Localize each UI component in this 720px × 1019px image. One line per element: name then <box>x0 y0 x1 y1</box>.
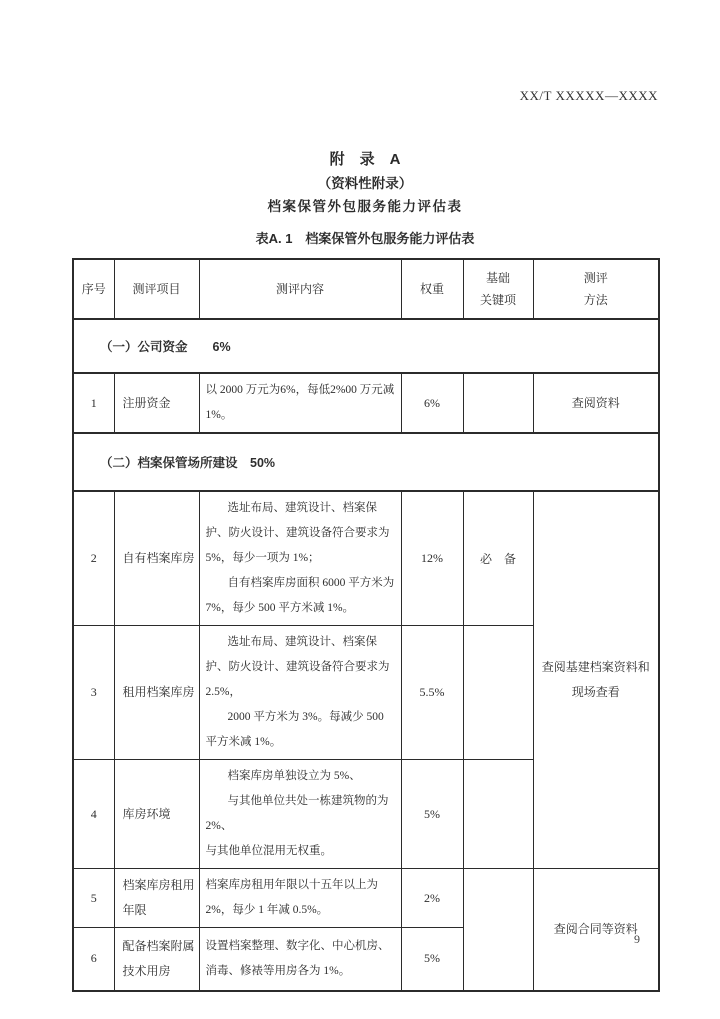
col-header-method-line2: 方法 <box>583 293 608 307</box>
col-header-no: 序号 <box>73 259 114 319</box>
row6-content <box>199 928 401 991</box>
page-number: 9 <box>634 932 640 946</box>
appendix-subtitle: （资料性附录） <box>317 176 413 191</box>
row5-content <box>199 869 401 928</box>
row6-item: 配备档案附属技术用房 <box>114 928 199 991</box>
row2-key-required: 必 备 <box>463 491 533 626</box>
method-merged-rows-5-6: 查阅合同等资料 <box>533 869 659 991</box>
row4-weight: 5% <box>401 760 463 869</box>
row5-item: 档案库房租用年限 <box>114 869 199 928</box>
row4-content-p1: 档案库房单独设立为 5%、 <box>227 770 361 782</box>
row3-no: 3 <box>73 626 114 760</box>
row4-item: 库房环境 <box>114 760 199 869</box>
table-row-1 <box>73 373 659 433</box>
row3-item: 租用档案库房 <box>114 626 199 760</box>
table-row-5 <box>73 869 659 928</box>
row2-content-p2: 自有档案库房面积 6000 平方米为 7%，每少 500 平方米减 1%。 <box>205 577 395 614</box>
col-header-method <box>533 259 659 319</box>
page-content <box>72 0 658 992</box>
section-row-storage-construction <box>73 433 659 491</box>
section-row-company-funds <box>73 319 659 373</box>
row3-weight: 5.5% <box>401 626 463 760</box>
row5-content-text: 档案库房租用年限以十五年以上为 2%，每少 1 年减 0.5%。 <box>205 879 378 916</box>
section-label-storage-construction: （二）档案保管场所建设 50% <box>73 433 659 491</box>
table-row-2 <box>73 491 659 626</box>
row2-content-p1: 选址布局、建筑设计、档案保护、防火设计、建筑设备符合要求为 5%，每少一项为 1%； <box>205 502 390 564</box>
standard-number: XX/T XXXXX—XXXX <box>519 88 658 103</box>
row1-no: 1 <box>73 373 114 433</box>
row4-content <box>199 760 401 869</box>
row6-weight: 5% <box>401 928 463 991</box>
row3-content-p2: 2000 平方米为 3%。每减少 500 平方米减 1%。 <box>205 711 384 748</box>
row6-content-text: 设置档案整理、数字化、中心机房、消毒、修裱等用房各为 1%。 <box>205 939 390 977</box>
evaluation-table <box>72 258 660 992</box>
row5-no: 5 <box>73 869 114 928</box>
row1-content <box>199 373 401 433</box>
row3-key-empty <box>463 626 533 760</box>
row2-item: 自有档案库房 <box>114 491 199 626</box>
col-header-item: 测评项目 <box>114 259 199 319</box>
col-header-content: 测评内容 <box>199 259 401 319</box>
row1-item: 注册资金 <box>114 373 199 433</box>
row4-content-p2: 与其他单位共处一栋建筑物的为 2%、 <box>205 795 389 832</box>
row6-no: 6 <box>73 928 114 991</box>
row1-method: 查阅资料 <box>533 373 659 433</box>
col-header-key-line1: 基础 <box>485 271 510 285</box>
col-header-key <box>463 259 533 319</box>
appendix-title: 附 录 A <box>329 151 401 168</box>
row1-key-empty <box>463 373 533 433</box>
section-label-company-funds: （一）公司资金 6% <box>73 319 659 373</box>
row4-content-p3: 与其他单位混用无权重。 <box>205 845 332 857</box>
row3-content-p1: 选址布局、建筑设计、档案保护、防火设计、建筑设备符合要求为 2.5%， <box>205 636 390 698</box>
row4-no: 4 <box>73 760 114 869</box>
col-header-weight: 权重 <box>401 259 463 319</box>
key-merged-rows-5-6-empty <box>463 869 533 991</box>
row2-weight: 12% <box>401 491 463 626</box>
row1-content-text: 以 2000 万元为6%，每低2%00 万元减1%。 <box>205 384 395 421</box>
row4-key-empty <box>463 760 533 869</box>
col-header-method-line1: 测评 <box>583 271 608 285</box>
col-header-key-line2: 关键项 <box>479 293 516 307</box>
appendix-name: 档案保管外包服务能力评估表 <box>267 199 463 214</box>
table-header-row <box>73 259 659 319</box>
row2-content <box>199 491 401 626</box>
row5-weight: 2% <box>401 869 463 928</box>
row1-weight: 6% <box>401 373 463 433</box>
row3-content <box>199 626 401 760</box>
table-caption: 表A. 1 档案保管外包服务能力评估表 <box>255 231 475 246</box>
method-merged-rows-2-4: 查阅基建档案资料和现场查看 <box>533 491 659 869</box>
row2-no: 2 <box>73 491 114 626</box>
